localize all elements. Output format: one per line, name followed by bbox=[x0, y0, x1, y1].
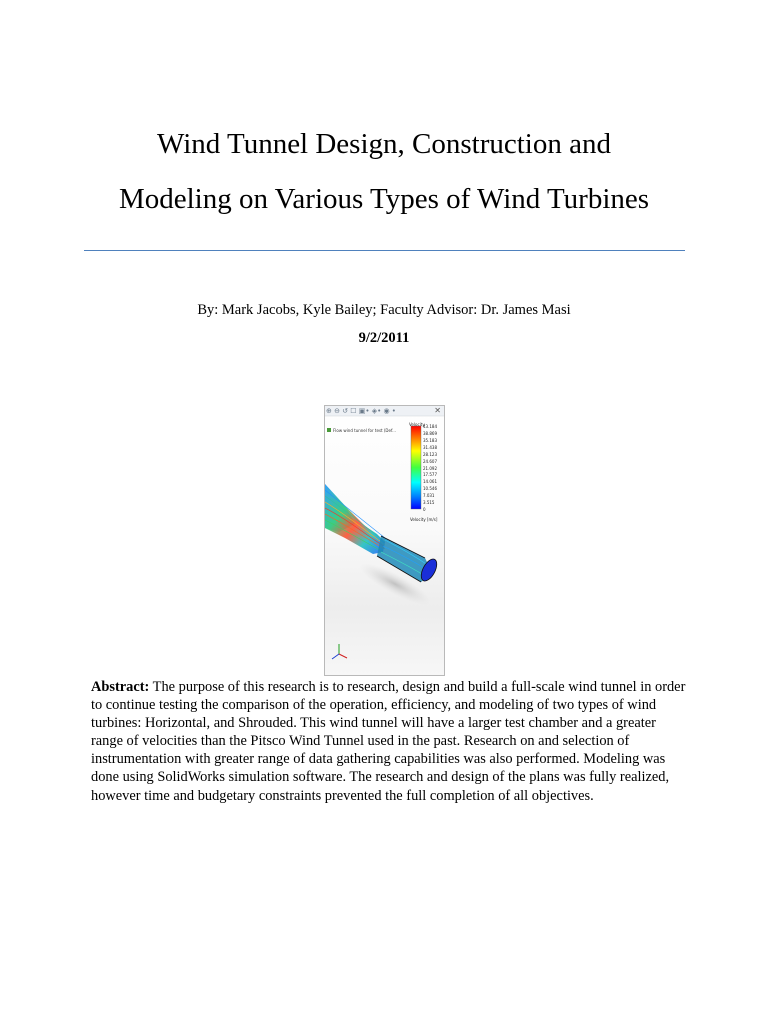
legend-tick-label: 35.183 bbox=[423, 437, 437, 443]
title-divider bbox=[84, 250, 685, 251]
close-icon: ✕ bbox=[434, 406, 441, 415]
legend-tick-label: 0 bbox=[423, 507, 426, 512]
legend-tick-label: 10.546 bbox=[423, 486, 437, 492]
legend-tick-label: 38.869 bbox=[423, 430, 437, 436]
author-byline: By: Mark Jacobs, Kyle Bailey; Faculty Advisor: Dr. James Masi bbox=[197, 302, 571, 318]
title-line-2: Modeling on Various Types of Wind Turbines bbox=[118, 183, 650, 215]
title-line-1: Wind Tunnel Design, Construction and bbox=[157, 128, 611, 160]
legend-tick-label: 17.577 bbox=[423, 472, 437, 478]
legend-tick-label: 28.123 bbox=[423, 451, 437, 457]
figure-toolbar-icons: ⊕ ⊖ ↺ ☐ ▣• ◈• ◉ • bbox=[326, 407, 396, 415]
legend-tick-label: 31.438 bbox=[423, 444, 437, 450]
abstract-label: Abstract: bbox=[91, 679, 150, 695]
legend-tick-label: 7.031 bbox=[423, 493, 435, 499]
legend-tick-label: 24.607 bbox=[423, 458, 437, 464]
feature-tree-icon bbox=[327, 428, 331, 432]
legend-tick-label: 21.092 bbox=[423, 465, 437, 471]
legend-colorbar bbox=[411, 426, 421, 509]
legend-units: Velocity [m/s] bbox=[410, 517, 438, 522]
legend-tick-label: 3.515 bbox=[423, 500, 435, 506]
simulation-figure bbox=[324, 405, 445, 676]
axis-triad-icon bbox=[332, 644, 347, 659]
abstract-text: The purpose of this research is to research, design and build a full-scale wind tunnel in order to continue testing the comparison of the operation, efficiency, and modeling of two types of wind turbines: Horizontal, and Shrouded. This wind tunnel will have a larger test chamber and a greater range of velocities than the Pitsco Wind Tunnel used in the past. Research on and selection of instrumentation with greater range of data gathering capabilities was also performed. Modeling was done using SolidWorks simulation software. The research and design of the plans was fully realized, however time and budgetary constraints prevented the full completion of all objectives. bbox=[91, 679, 686, 804]
feature-tree-label: Flow wind tunnel for test (Def... bbox=[333, 428, 396, 433]
legend-tick-label: 43.184 bbox=[423, 424, 437, 429]
publication-date: 9/2/2011 bbox=[358, 330, 410, 346]
abstract-paragraph bbox=[91, 678, 691, 805]
legend-title: Velocity bbox=[409, 422, 425, 427]
legend-tick-label: 14.061 bbox=[423, 479, 437, 485]
